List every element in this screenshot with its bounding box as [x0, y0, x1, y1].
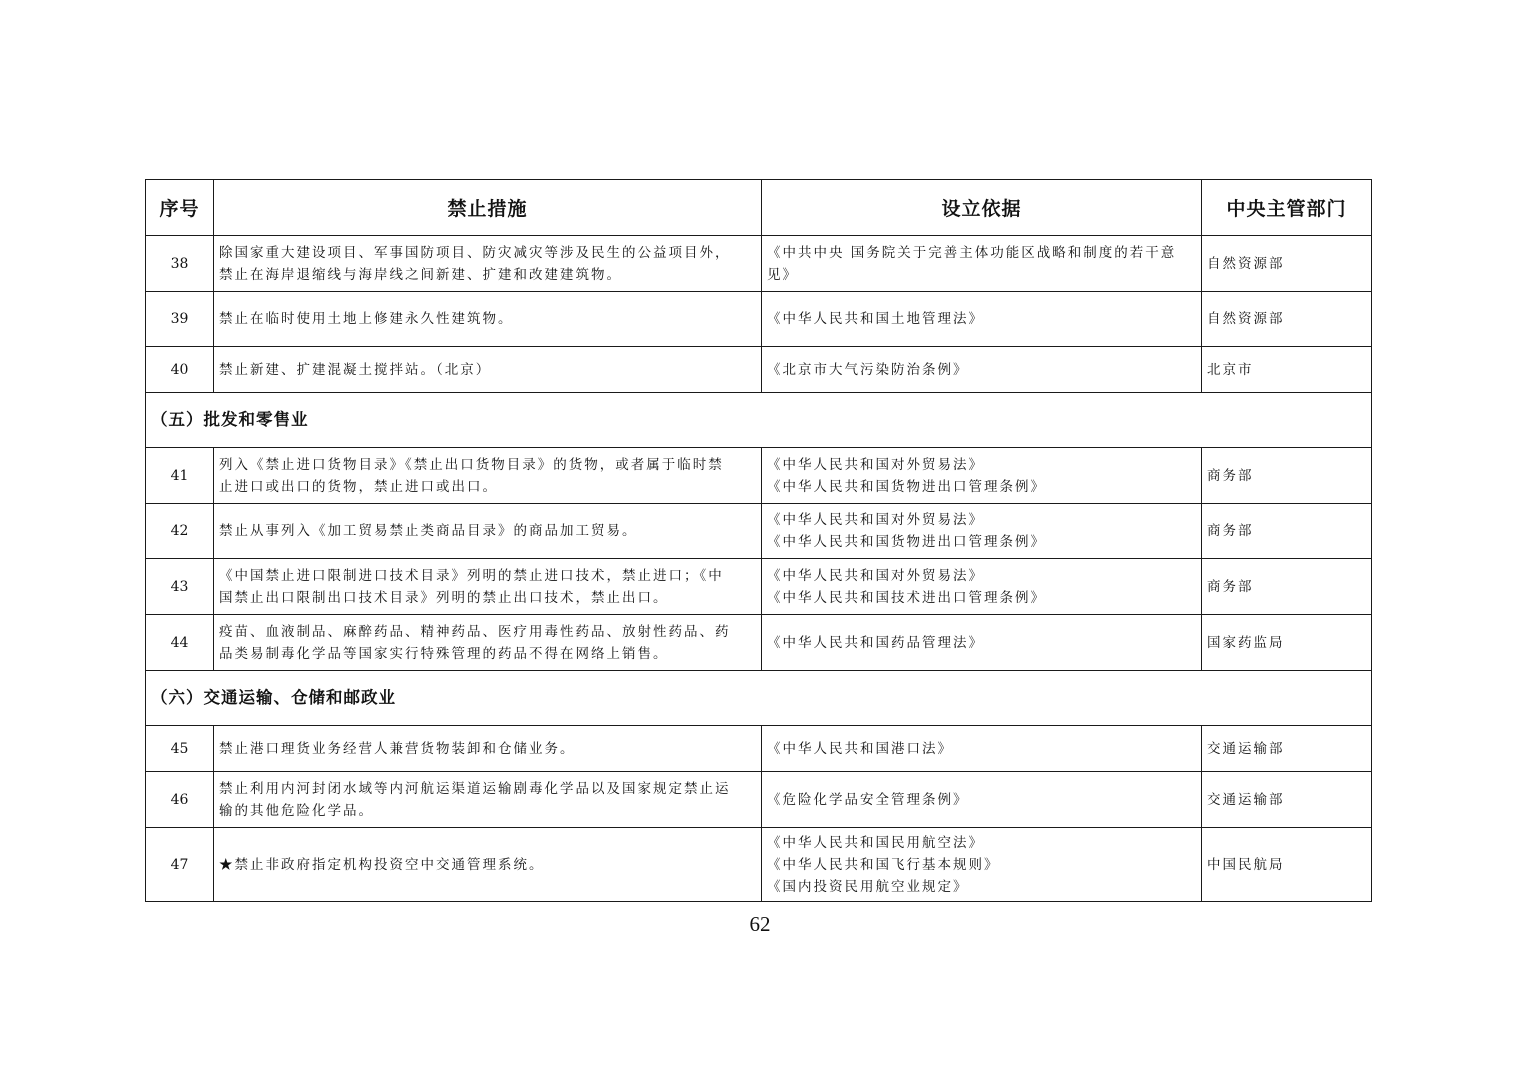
table-row [146, 448, 1372, 504]
basis-cell [762, 448, 1202, 504]
table-row [146, 772, 1372, 828]
dept-cell: 交通运输部 [1202, 726, 1372, 772]
basis-cell [762, 504, 1202, 559]
basis-cell [762, 726, 1202, 772]
measure-text: 禁止港口理货业务经营人兼营货物装卸和仓储业务。 [219, 740, 576, 757]
dept-cell: 国家药监局 [1202, 615, 1372, 671]
row-number: 39 [146, 292, 214, 347]
table-row [146, 828, 1372, 902]
page-number: 62 [749, 912, 771, 936]
measure-cell [214, 772, 762, 828]
measure-text: 止进口或出口的货物，禁止进口或出口。 [219, 478, 498, 495]
section-title: （六）交通运输、仓储和邮政业 [146, 671, 1372, 726]
table-row [146, 615, 1372, 671]
measure-cell [214, 559, 762, 615]
row-number: 44 [146, 615, 214, 671]
table-row [146, 236, 1372, 292]
basis-text: 见》 [767, 266, 798, 283]
measure-cell [214, 448, 762, 504]
row-number: 42 [146, 504, 214, 559]
table-row [146, 726, 1372, 772]
measure-cell [214, 615, 762, 671]
basis-text: 《中华人民共和国药品管理法》 [767, 634, 984, 651]
section-row [146, 671, 1372, 726]
prohibition-table [145, 179, 1372, 902]
basis-text: 《中华人民共和国货物进出口管理条例》 [767, 534, 1046, 550]
dept-cell: 自然资源部 [1202, 236, 1372, 292]
basis-cell [762, 615, 1202, 671]
header-dept: 中央主管部门 [1202, 180, 1372, 236]
measure-text: ★禁止非政府指定机构投资空中交通管理系统。 [219, 856, 545, 873]
measure-text: 列入《禁止进口货物目录》《禁止出口货物目录》的货物，或者属于临时禁 [219, 456, 724, 473]
dept-cell: 商务部 [1202, 504, 1372, 559]
basis-cell [762, 236, 1202, 292]
row-number: 45 [146, 726, 214, 772]
measure-text: 疫苗、血液制品、麻醉药品、精神药品、医疗用毒性药品、放射性药品、药 [219, 623, 731, 640]
measure-text: 除国家重大建设项目、军事国防项目、防灾减灾等涉及民生的公益项目外， [219, 244, 731, 261]
section-title: （五）批发和零售业 [146, 393, 1372, 448]
basis-text: 《中华人民共和国货物进出口管理条例》 [767, 478, 1046, 495]
dept-cell: 交通运输部 [1202, 772, 1372, 828]
basis-cell [762, 772, 1202, 828]
basis-cell [762, 828, 1202, 902]
measure-text: 《中国禁止进口限制进口技术目录》列明的禁止进口技术，禁止进口；《中 [219, 567, 724, 584]
measure-text: 禁止新建、扩建混凝土搅拌站。（北京） [219, 361, 492, 378]
table-row [146, 504, 1372, 559]
measure-text: 禁止在临时使用土地上修建永久性建筑物。 [219, 311, 514, 327]
measure-cell [214, 504, 762, 559]
row-number: 46 [146, 772, 214, 828]
dept-cell: 商务部 [1202, 559, 1372, 615]
measure-cell [214, 292, 762, 347]
row-number: 40 [146, 347, 214, 393]
basis-text: 《中共中央 国务院关于完善主体功能区战略和制度的若干意 [767, 244, 1177, 261]
basis-text: 《中华人民共和国港口法》 [767, 740, 953, 757]
basis-text: 《中华人民共和国飞行基本规则》 [767, 856, 1000, 873]
row-number: 38 [146, 236, 214, 292]
measure-text: 禁止利用内河封闭水域等内河航运渠道运输剧毒化学品以及国家规定禁止运 [219, 780, 731, 797]
measure-cell [214, 726, 762, 772]
basis-text: 《中华人民共和国民用航空法》 [767, 834, 984, 851]
basis-text: 《中华人民共和国对外贸易法》 [767, 456, 984, 473]
measure-text: 禁止在海岸退缩线与海岸线之间新建、扩建和改建建筑物。 [219, 266, 622, 283]
header-basis: 设立依据 [762, 180, 1202, 236]
basis-text: 《危险化学品安全管理条例》 [767, 791, 969, 808]
table-row [146, 559, 1372, 615]
measure-text: 禁止从事列入《加工贸易禁止类商品目录》的商品加工贸易。 [219, 523, 638, 539]
basis-text: 《国内投资民用航空业规定》 [767, 878, 969, 895]
table-row [146, 347, 1372, 393]
measure-text: 国禁止出口限制出口技术目录》列明的禁止出口技术，禁止出口。 [219, 589, 669, 606]
dept-cell: 中国民航局 [1202, 828, 1372, 902]
dept-cell: 自然资源部 [1202, 292, 1372, 347]
row-number: 41 [146, 448, 214, 504]
dept-cell: 北京市 [1202, 347, 1372, 393]
dept-cell: 商务部 [1202, 448, 1372, 504]
measure-cell [214, 347, 762, 393]
table-row [146, 292, 1372, 347]
basis-text: 《北京市大气污染防治条例》 [767, 361, 969, 378]
measure-cell [214, 236, 762, 292]
basis-text: 《中华人民共和国对外贸易法》 [767, 567, 984, 584]
measure-cell [214, 828, 762, 902]
basis-cell [762, 559, 1202, 615]
row-number: 47 [146, 828, 214, 902]
header-measure: 禁止措施 [214, 180, 762, 236]
header-row [146, 180, 1372, 236]
section-row [146, 393, 1372, 448]
basis-cell [762, 292, 1202, 347]
basis-cell [762, 347, 1202, 393]
row-number: 43 [146, 559, 214, 615]
basis-text: 《中华人民共和国技术进出口管理条例》 [767, 589, 1046, 606]
basis-text: 《中华人民共和国对外贸易法》 [767, 512, 984, 528]
basis-text: 《中华人民共和国土地管理法》 [767, 311, 984, 327]
measure-text: 品类易制毒化学品等国家实行特殊管理的药品不得在网络上销售。 [219, 645, 669, 662]
header-num: 序号 [146, 180, 214, 236]
measure-text: 输的其他危险化学品。 [219, 802, 374, 819]
